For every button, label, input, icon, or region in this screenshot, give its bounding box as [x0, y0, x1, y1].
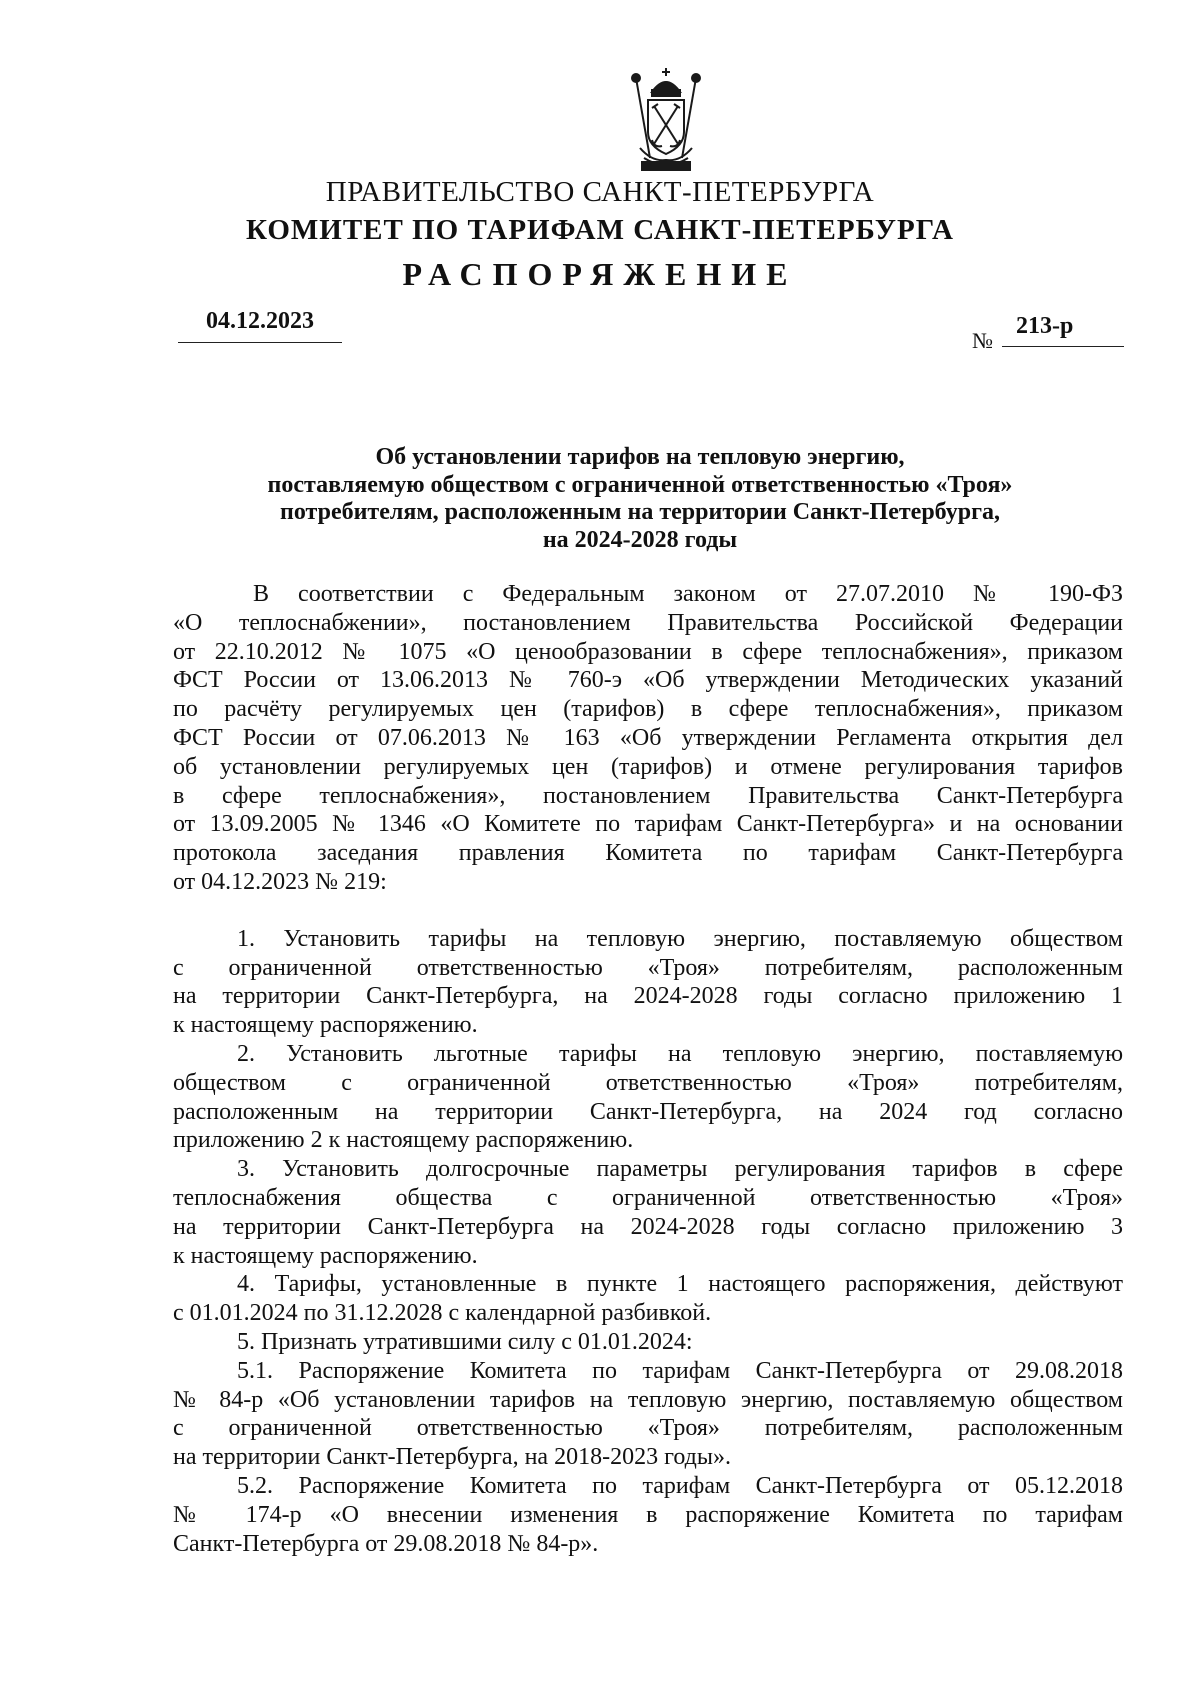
text-line: протокола заседания правления Комитета по тарифам Санкт-Петербурга [173, 840, 1123, 867]
text-line: от 22.10.2012 № 1075 «О ценообразовании в сфере теплоснабжения», приказом [173, 638, 1123, 665]
saint-petersburg-coat-of-arms-icon [622, 66, 710, 174]
committee-heading: КОМИТЕТ ПО ТАРИФАМ САНКТ-ПЕТЕРБУРГА [246, 214, 954, 246]
text-line: В соответствии с Федеральным законом от 27.07.2010 № 190-ФЗ [253, 581, 1123, 607]
text-line: обществом с ограниченной ответственностью «Троя» потребителям, [173, 1069, 1123, 1096]
text-line: расположенным на территории Санкт-Петербурга, на 2024 год согласно [173, 1098, 1123, 1125]
text-line: к настоящему распоряжению. [173, 1012, 478, 1039]
text-line: об установлении регулируемых цен (тарифов) и отмене регулирования тарифов [173, 753, 1123, 780]
date-underline [178, 342, 342, 343]
text-line: 5.2. Распоряжение Комитета по тарифам Санкт-Петербурга от 05.12.2018 [237, 1472, 1123, 1499]
text-line: на территории Санкт-Петербурга на 2024-2028 годы согласно приложению 3 [173, 1213, 1123, 1240]
title-line: Об установлении тарифов на тепловую энергию, [375, 444, 905, 470]
text-line: с ограниченной ответственностью «Троя» потребителям, расположенным [173, 954, 1123, 981]
item-5-1-paragraph [173, 1357, 1123, 1472]
text-line: от 04.12.2023 № 219: [173, 868, 387, 895]
document-type-heading: РАСПОРЯЖЕНИЕ [402, 256, 798, 292]
text-line: «О теплоснабжении», постановлением Правительства Российской Федерации [173, 609, 1123, 636]
text-line: 1. Установить тарифы на тепловую энергию, поставляемую обществом [237, 925, 1123, 952]
text-line: в сфере теплоснабжения», постановлением Правительства Санкт-Петербурга [173, 782, 1123, 809]
title-line: потребителям, расположенным на территории Санкт-Петербурга, [280, 499, 1000, 525]
title-line: поставляемую обществом с ограниченной ответственностью «Троя» [267, 471, 1013, 498]
text-line: № 174-р «О внесении изменения в распоряжение Комитета по тарифам [173, 1501, 1123, 1528]
item-2-paragraph [173, 1040, 1123, 1155]
preamble-paragraph [173, 580, 1123, 897]
title-line: на 2024-2028 годы [542, 526, 738, 553]
text-line: приложению 2 к настоящему распоряжению. [173, 1127, 634, 1154]
government-heading: ПРАВИТЕЛЬСТВО САНКТ-ПЕТЕРБУРГА [325, 176, 875, 208]
document-body [173, 580, 1123, 1558]
number-label: № [972, 328, 993, 353]
text-line: 5.1. Распоряжение Комитета по тарифам Санкт-Петербурга от 29.08.2018 [237, 1357, 1123, 1384]
number-underline [1002, 346, 1124, 347]
text-line: с ограниченной ответственностью «Троя» потребителям, расположенным [173, 1415, 1123, 1442]
text-line: с 01.01.2024 по 31.12.2028 с календарной разбивкой. [173, 1300, 712, 1327]
item-4-paragraph [173, 1270, 1123, 1328]
text-line: на территории Санкт-Петербурга, на 2024-2028 годы согласно приложению 1 [173, 983, 1123, 1010]
item-3-paragraph [173, 1155, 1123, 1270]
text-line: 2. Установить льготные тарифы на тепловую энергию, поставляемую [237, 1040, 1123, 1067]
item-5-2-paragraph [173, 1472, 1123, 1558]
text-line: 3. Установить долгосрочные параметры регулирования тарифов в сфере [237, 1156, 1123, 1183]
text-line: 5. Признать утратившими силу с 01.01.2024: [237, 1328, 693, 1355]
text-line: на территории Санкт-Петербурга, на 2018-2023 годы». [173, 1444, 731, 1471]
text-line: ФСТ России от 13.06.2013 № 760-э «Об утверждении Методических указаний [173, 667, 1123, 694]
document-number: 213-р [1016, 313, 1074, 339]
text-line: по расчёту регулируемых цен (тарифов) в сфере теплоснабжения», приказом [173, 696, 1123, 723]
text-line: 4. Тарифы, установленные в пункте 1 настоящего распоряжения, действуют [237, 1271, 1123, 1298]
text-line: теплоснабжения общества с ограниченной ответственностью «Троя» [173, 1184, 1123, 1211]
item-5-paragraph [173, 1328, 1123, 1357]
item-1-paragraph [173, 925, 1123, 1040]
document-title [160, 444, 1120, 554]
text-line: № 84-р «Об установлении тарифов на тепловую энергию, поставляемую обществом [173, 1386, 1123, 1413]
text-line: Санкт-Петербурга от 29.08.2018 № 84-р». [173, 1530, 599, 1557]
paragraph-gap [173, 897, 1123, 925]
text-line: ФСТ России от 07.06.2013 № 163 «Об утверждении Регламента открытия дел [173, 724, 1123, 751]
document-date: 04.12.2023 [206, 308, 314, 334]
text-line: от 13.09.2005 № 1346 «О Комитете по тарифам Санкт-Петербурга» и на основании [173, 811, 1123, 838]
text-line: к настоящему распоряжению. [173, 1242, 478, 1269]
